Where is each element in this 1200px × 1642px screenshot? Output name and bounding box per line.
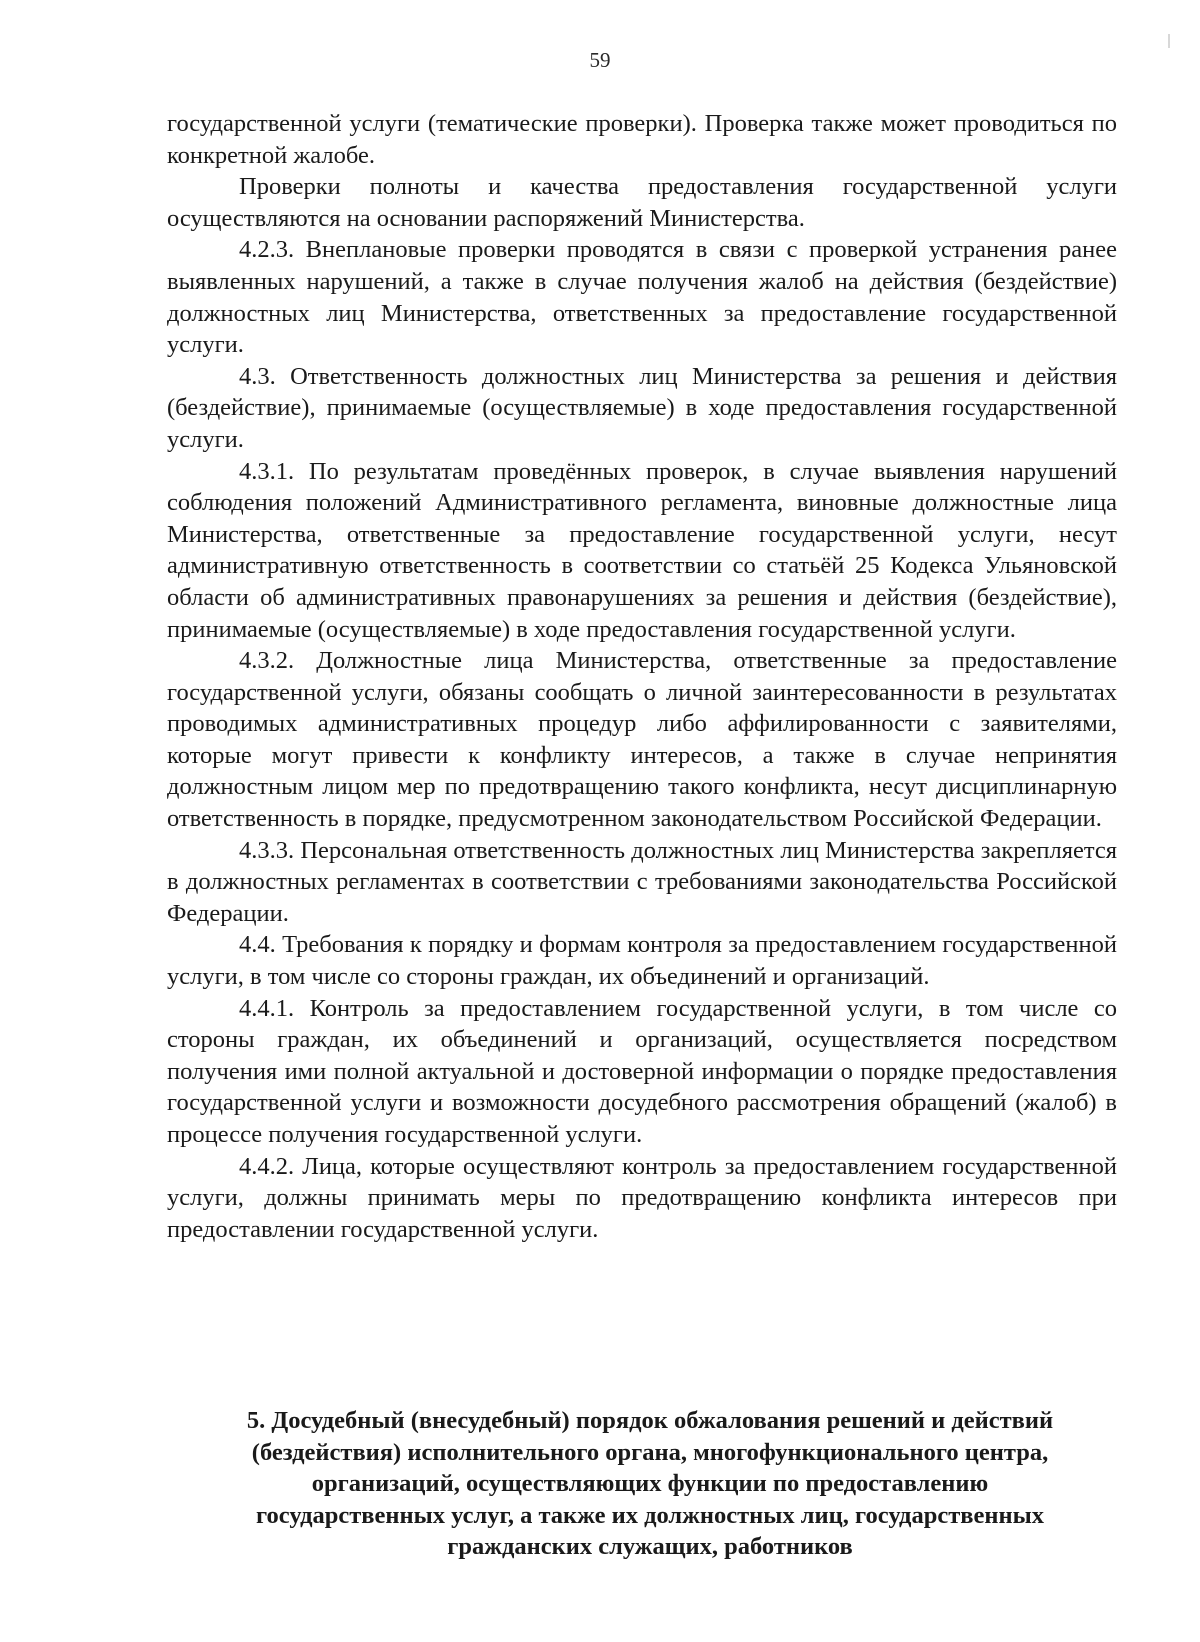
page-number: 59 <box>589 48 611 72</box>
scan-edge-mark <box>1168 34 1170 48</box>
paragraph: 4.4. Требования к порядку и формам контроля за предоставлением государственной услуги, в том числе со стороны граждан, их объединений и организаций. <box>167 931 1117 991</box>
section-heading-line: 5. Досудебный (внесудебный) порядок обжалования решений и действий <box>246 1407 1054 1434</box>
body-text <box>167 108 1117 1245</box>
section-heading-line: организаций, осуществляющих функции по предоставлению <box>311 1470 989 1497</box>
paragraph: 4.3. Ответственность должностных лиц Министерства за решения и действия (бездействие), принимаемые (осуществляемые) в ходе предоставления государственной услуги. <box>167 362 1117 453</box>
paragraph: Проверки полноты и качества предоставления государственной услуги осуществляются на основании распоряжений Министерства. <box>167 173 1117 232</box>
section-heading-line: (бездействия) исполнительного органа, многофункционального центра, <box>251 1438 1049 1466</box>
paragraph: 4.2.3. Внеплановые проверки проводятся в связи с проверкой устранения ранее выявленных нарушений, а также в случае получения жалоб на действия (бездействие) должностных лиц Министерства, ответственных за предоставление государственной услуги. <box>167 236 1117 359</box>
paragraph: 4.3.3. Персональная ответственность должностных лиц Министерства закрепляется в должностных регламентах в соответствии с требованиями законодательства Российской Федерации. <box>167 836 1117 927</box>
paragraph: 4.4.1. Контроль за предоставлением государственной услуги, в том числе со стороны граждан, их объединений и организаций, осуществляется посредством получения ими полной актуальной и достоверной информации о порядке предоставления государственной услуги и возможности досудебного рассмотрения обращений (жалоб) в процессе получения государственной услуги. <box>167 994 1117 1148</box>
paragraph: 4.3.2. Должностные лица Министерства, ответственные за предоставление государственной услуги, обязаны сообщать о личной заинтересованности в результатах проводимых административных процедур либо аффилированности с заявителями, которые могут привести к конфликту интересов, а также в случае непринятия должностным лицом мер по предотвращению такого конфликта, несут дисциплинарную ответственность в порядке, предусмотренном законодательством Российской Федерации. <box>167 647 1117 833</box>
paragraph: 4.3.1. По результатам проведённых проверок, в случае выявления нарушений соблюдения положений Административного регламента, виновные должностные лица Министерства, ответственные за предоставление государственной услуги, несут административную ответственность в соответствии со статьёй 25 Кодекса Ульяновской области об административных правонарушениях за решения и действия (бездействие), принимаемые (осуществляемые) в ходе предоставления государственной услуги. <box>167 457 1117 643</box>
section-heading <box>180 1405 1120 1563</box>
paragraph: 4.4.2. Лица, которые осуществляют контроль за предоставлением государственной услуги, должны принимать меры по предотвращению конфликта интересов при предоставлении государственной услуги. <box>167 1152 1117 1243</box>
paragraph: государственной услуги (тематические проверки). Проверка также может проводиться по конкретной жалобе. <box>167 110 1117 169</box>
section-heading-line: государственных услуг, а также их должностных лиц, государственных <box>256 1501 1044 1529</box>
section-heading-line: гражданских служащих, работников <box>447 1533 853 1560</box>
